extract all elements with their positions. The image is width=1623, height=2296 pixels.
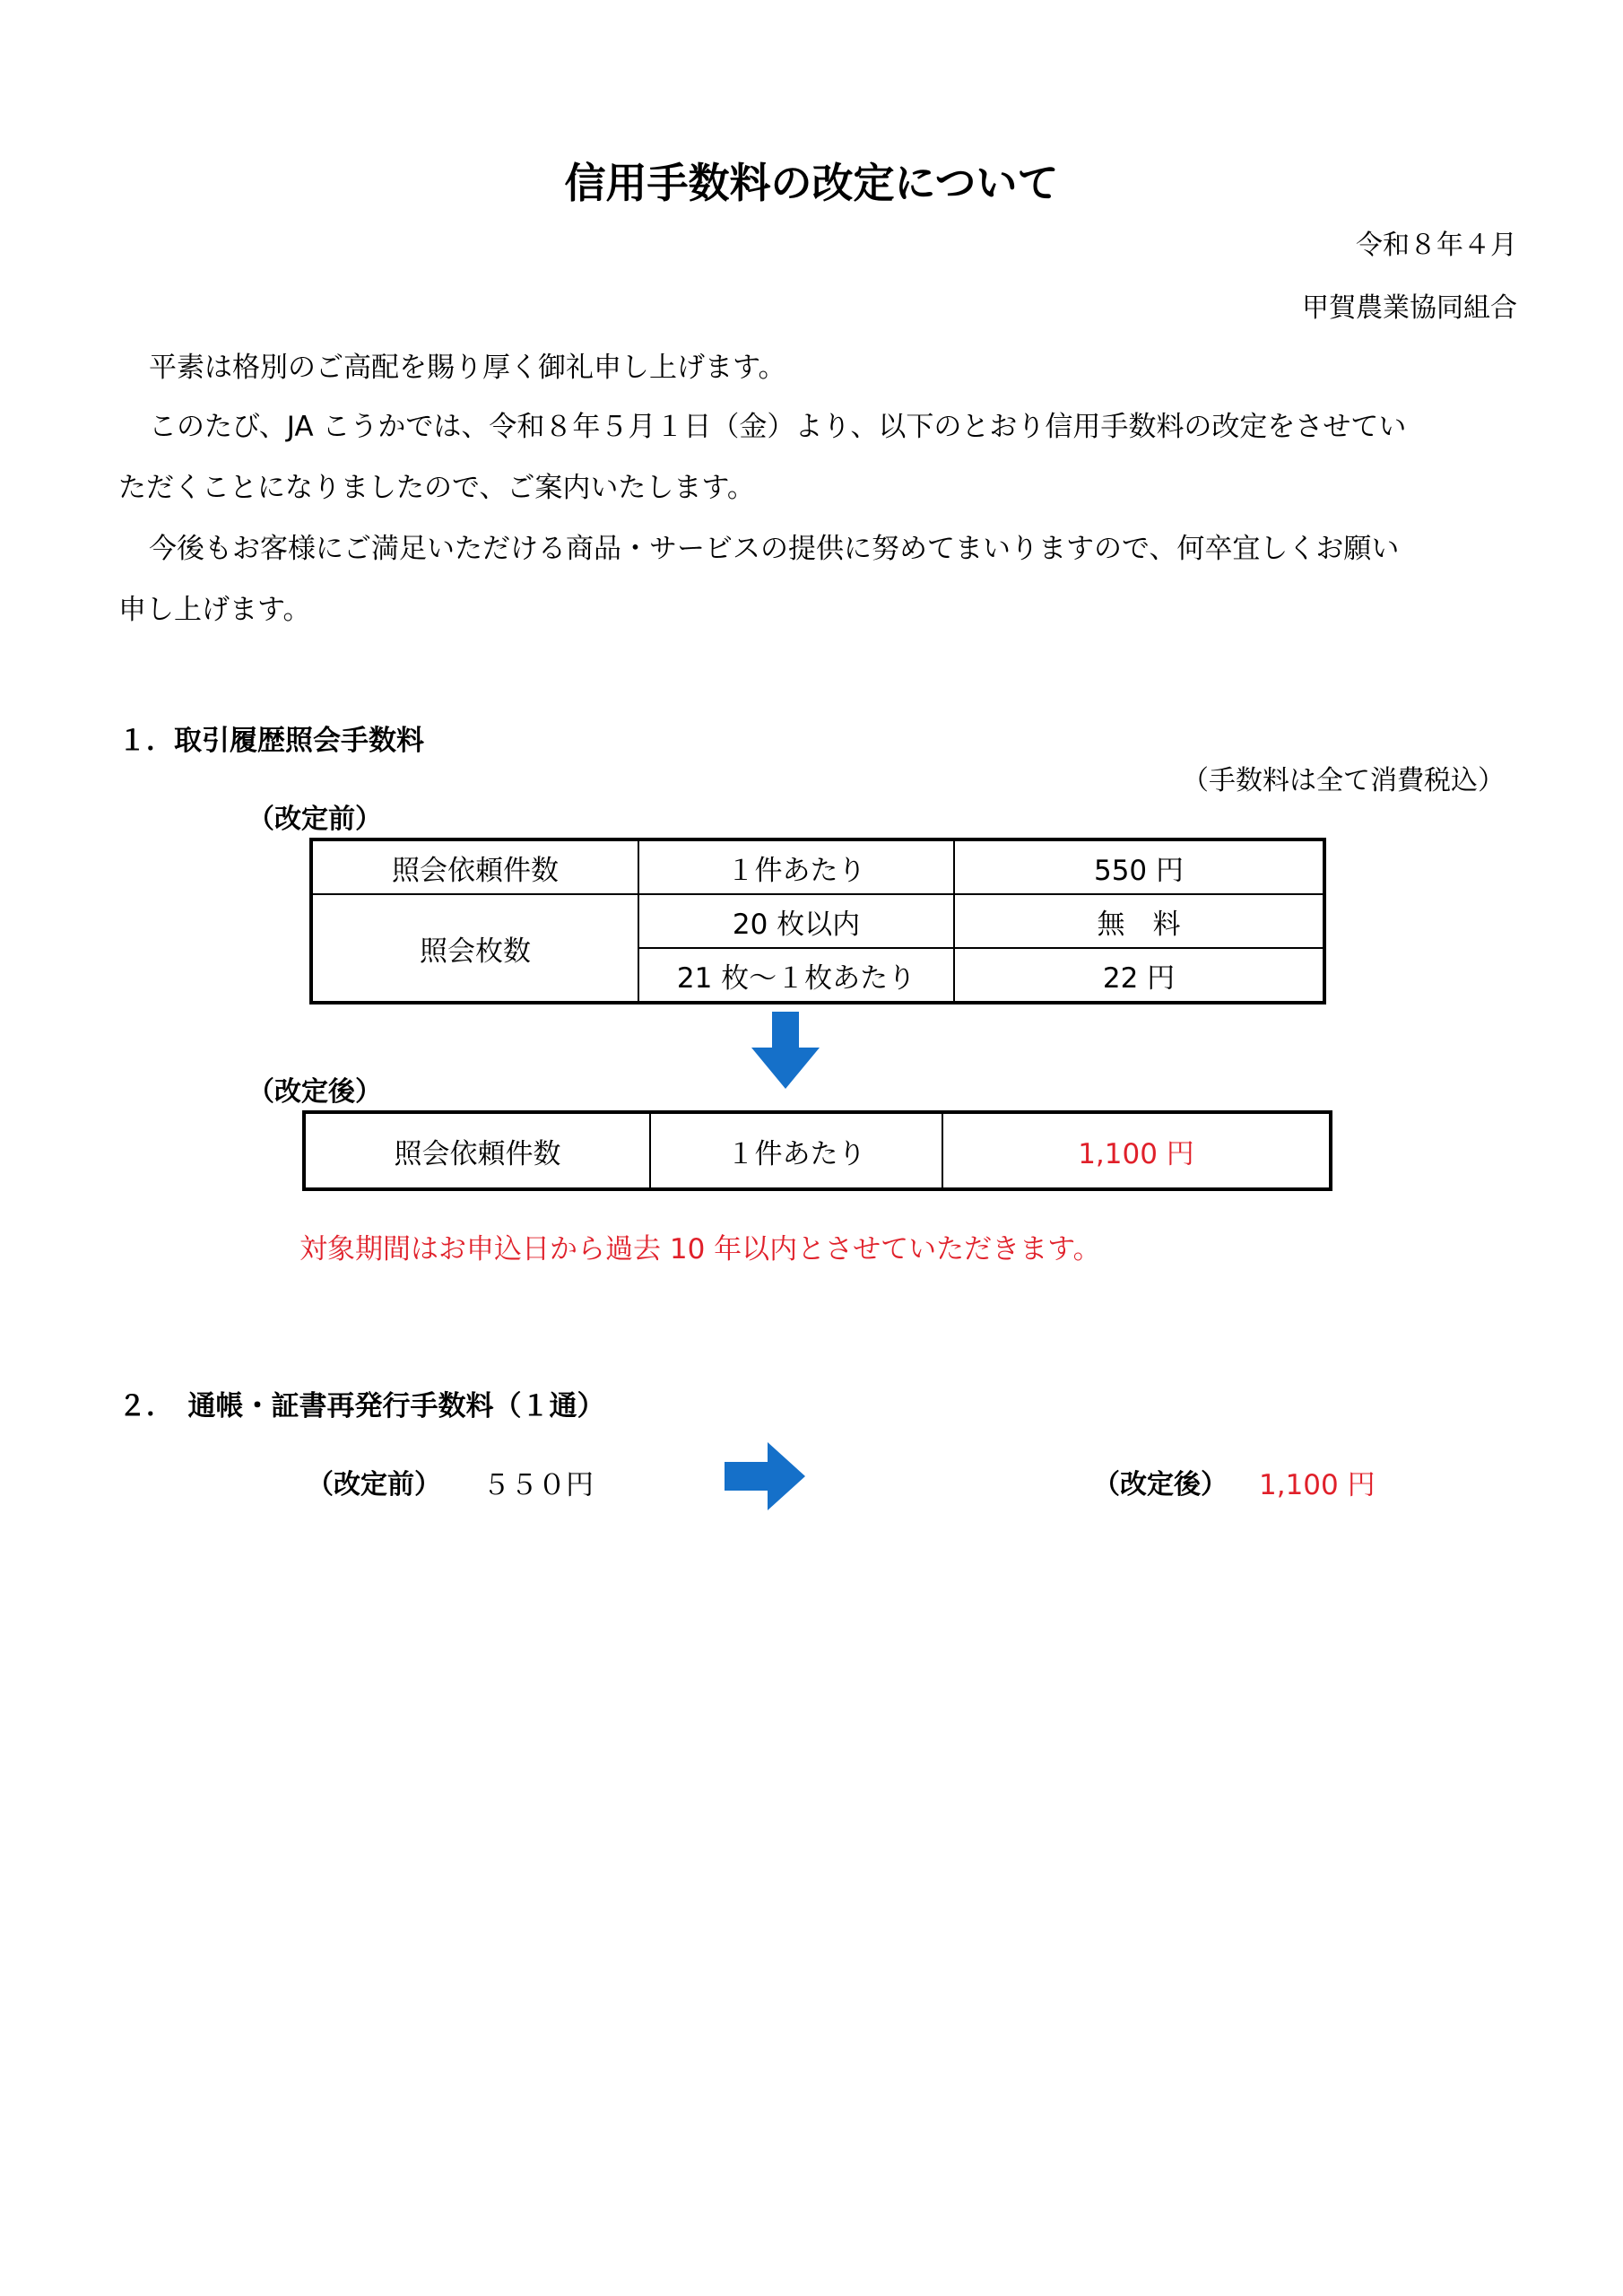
arrow-down-icon — [750, 1012, 821, 1091]
intro-line-5: 申し上げます。 — [118, 594, 311, 626]
intro-line-2: このたび、JA こうかでは、令和８年５月１日（金）より、以下のとおり信用手数料の改定をさせてい — [149, 411, 1407, 443]
table-cell: 21 枚～１枚あたり — [638, 948, 954, 1003]
table-cell: 照会枚数 — [311, 894, 638, 1003]
table-row — [311, 894, 1324, 948]
organization-name: 甲賀農業協同組合 — [1302, 292, 1517, 324]
section2-after-label: （改定後） — [1093, 1469, 1228, 1500]
page-title: 信用手数料の改定について — [564, 159, 1059, 207]
intro-line-4: 今後もお客様にご満足いただける商品・サービスの提供に努めてまいりますので、何卒宜しくお願い — [149, 533, 1400, 565]
table-cell: 550 円 — [954, 839, 1324, 894]
section2-heading: ２． 通帳・証書再発行手数料（１通） — [118, 1390, 605, 1422]
table-cell: 22 円 — [954, 948, 1324, 1003]
table-cell: １件あたり — [638, 839, 954, 894]
table-cell: 照会依頼件数 — [304, 1112, 650, 1189]
table-cell: １件あたり — [650, 1112, 942, 1189]
after-label: （改定後） — [247, 1076, 382, 1108]
table-row — [304, 1112, 1331, 1189]
table-cell: 20 枚以内 — [638, 894, 954, 948]
issue-date: 令和８年４月 — [1356, 230, 1517, 261]
intro-line-3: ただくことになりましたので、ご案内いたします。 — [118, 472, 755, 504]
section2-before-value: ５５０円 — [482, 1469, 594, 1501]
arrow-right-icon — [725, 1440, 807, 1512]
before-label: （改定前） — [247, 804, 382, 835]
section2-after-value: 1,100 円 — [1259, 1469, 1376, 1501]
table-row — [311, 839, 1324, 894]
table-cell: 照会依頼件数 — [311, 839, 638, 894]
table-cell: 無 料 — [954, 894, 1324, 948]
table-cell: 1,100 円 — [942, 1112, 1331, 1189]
section2-before-label: （改定前） — [307, 1469, 441, 1500]
before-fee-table — [309, 838, 1326, 1004]
section1-heading: １．取引履歴照会手数料 — [118, 725, 424, 757]
tax-note: （手数料は全て消費税込） — [1182, 765, 1505, 796]
target-period-note: 対象期間はお申込日から過去 10 年以内とさせていただきます。 — [299, 1233, 1101, 1265]
intro-line-1: 平素は格別のご高配を賜り厚く御礼申し上げます。 — [149, 352, 786, 384]
after-fee-table — [302, 1110, 1332, 1191]
